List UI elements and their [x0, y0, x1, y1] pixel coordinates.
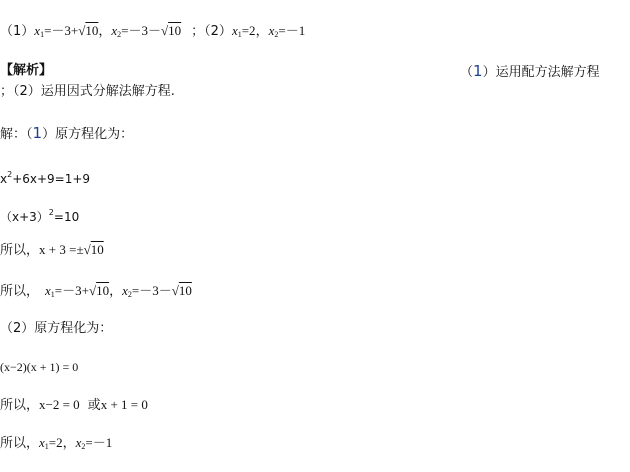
answer-p1-x2-radicand: 10: [168, 23, 182, 38]
analysis-note-1-text: ）运用配方法解方程: [482, 65, 600, 80]
answer-p1-x1-eq: =－3+√: [44, 23, 86, 38]
analysis-note-2: ；（2）运用因式分解法解方程.: [0, 84, 175, 99]
answer-p1-x2-var: x: [111, 23, 118, 38]
eq3-prefix: 所以，: [0, 243, 40, 258]
answer-part2-label: （2）: [204, 24, 232, 39]
eq3-radicand: 10: [90, 242, 104, 257]
eq4-x1-radicand: 10: [96, 283, 110, 298]
answer-p1-x2-eq: =－3－√: [121, 23, 169, 38]
solution-eq-3: [0, 241, 104, 260]
answer-semicolon: ；: [191, 24, 205, 39]
answer-p2-x2-var: x: [268, 23, 275, 38]
eq3-root: √: [83, 242, 91, 257]
solution-eq-5: (x−2)(x + 1) = 0: [0, 360, 79, 374]
eq4-x1-sub: 1: [50, 290, 55, 299]
eq1-a: x: [0, 172, 8, 186]
solution-intro-text: 解：（: [0, 127, 33, 142]
eq1-sup: 2: [7, 170, 13, 179]
eq4-x2-sub: 2: [127, 290, 132, 299]
eq7-x1-var: x: [39, 435, 45, 450]
eq4-x2-var: x: [122, 283, 128, 298]
eq7-x1-eq: =2，: [48, 435, 76, 450]
eq4-x1-eq: =－3+√: [54, 283, 97, 298]
answer-p1-x1-radicand: 10: [85, 23, 99, 38]
eq7-x2-sub: 2: [81, 442, 86, 451]
eq7-x1-sub: 1: [44, 442, 49, 451]
analysis-heading: 【解析】: [0, 63, 53, 78]
eq4-x2-eq: =－3－√: [131, 283, 179, 298]
answer-p2-x2-sub: 2: [274, 30, 279, 39]
answer-line: [0, 22, 305, 44]
solution-eq-7: [0, 434, 112, 456]
answer-p1-x2-sub: 2: [117, 30, 122, 39]
solution-intro: [0, 124, 133, 144]
solution-eq-4: [0, 282, 192, 304]
eq2-sup: 2: [48, 208, 54, 217]
eq6-a: x−2 = 0: [39, 397, 80, 412]
eq7-x2-var: x: [75, 435, 82, 450]
solution-part2-heading: （2）原方程化为：: [0, 321, 113, 336]
solution-eq-1: [0, 166, 90, 188]
answer-p2-x1-eq: =2: [241, 23, 256, 38]
eq6-prefix: 所以，: [0, 398, 40, 413]
eq7-x2-eq: =－1: [85, 435, 113, 450]
eq2-b: =10: [53, 210, 80, 224]
answer-p2-x1-sub: 1: [237, 30, 242, 39]
eq2-a: （x+3）: [0, 210, 49, 224]
eq4-comma: ，: [109, 284, 123, 299]
answer-p2-x2-eq: =－1: [278, 23, 306, 38]
eq4-prefix: 所以，: [0, 284, 40, 299]
solution-eq-6: [0, 396, 148, 415]
analysis-note-1-open: （: [460, 65, 474, 80]
answer-part1-label: （1）: [0, 24, 35, 39]
solution-intro-rest: ）原方程化为：: [42, 127, 134, 142]
solution-eq-2: [0, 204, 79, 226]
answer-p1-x1-sub: 1: [40, 30, 45, 39]
eq4-x2-radicand: 10: [178, 283, 192, 298]
eq7-prefix: 所以，: [0, 436, 40, 451]
solution-intro-number: 1: [32, 124, 43, 142]
analysis-note-1: [460, 62, 600, 82]
eq6-b: x + 1 = 0: [100, 397, 148, 412]
analysis-note-1-number: 1: [473, 62, 483, 80]
eq4-x1-var: x: [45, 283, 51, 298]
answer-p1-x1-var: x: [34, 23, 41, 38]
eq6-or: 或: [87, 398, 101, 413]
eq3-expr: x + 3 =: [39, 242, 77, 257]
answer-comma: ，: [98, 24, 112, 39]
answer-p2-x1-var: x: [231, 23, 238, 38]
answer-comma-2: ，: [255, 24, 269, 39]
eq1-b: +6x+9=1+9: [12, 172, 91, 186]
eq3-pm: ±: [76, 242, 84, 257]
